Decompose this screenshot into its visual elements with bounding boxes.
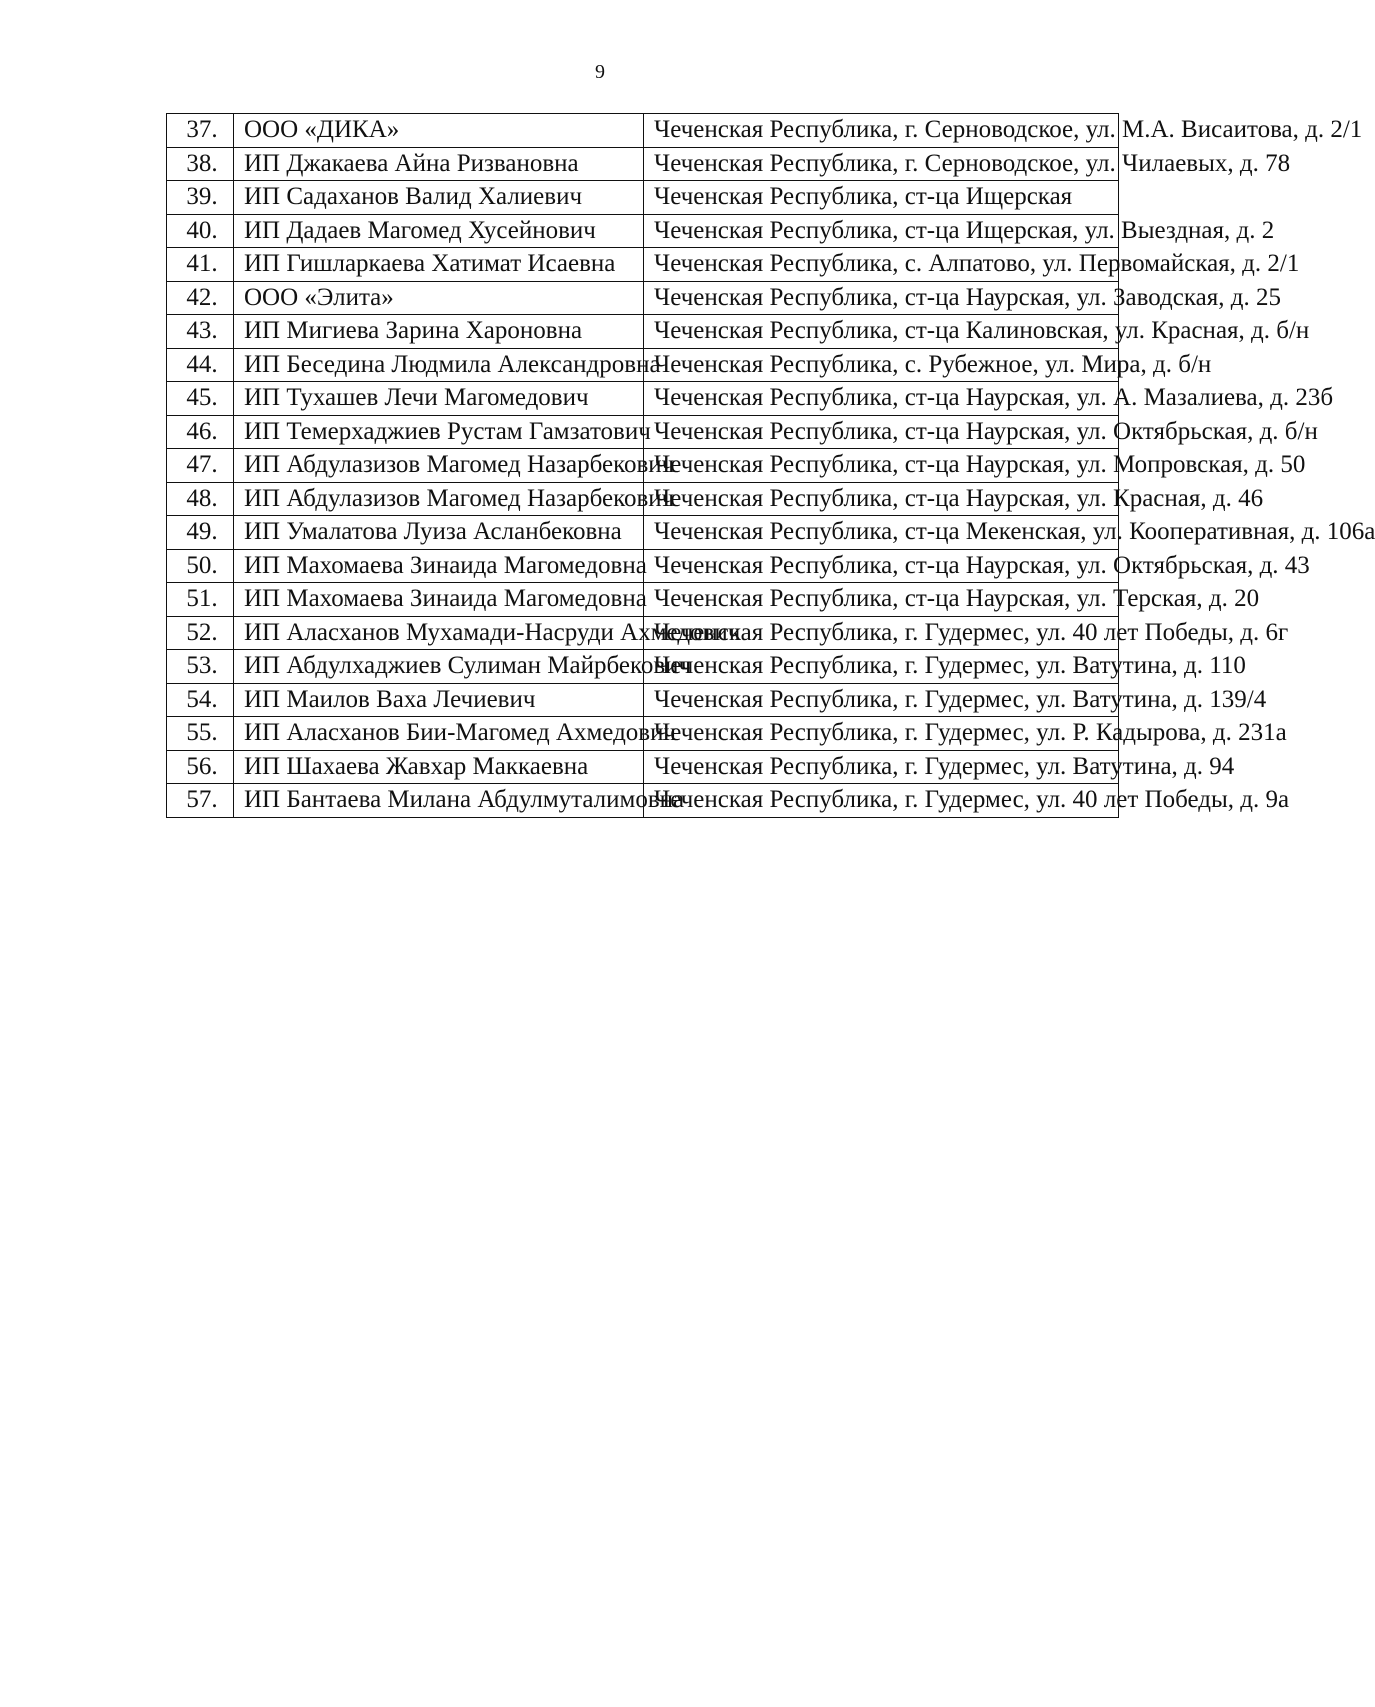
row-number: 43.	[167, 315, 234, 349]
entity-address: Чеченская Республика, г. Серноводское, ул. М.А. Висаитова, д. 2/1	[644, 114, 1119, 148]
entity-name: ИП Маилов Ваха Лечиевич	[234, 683, 644, 717]
table-row	[167, 348, 1119, 382]
table-row	[167, 114, 1119, 148]
row-number: 37.	[167, 114, 234, 148]
entity-name: ИП Аласханов Мухамади-Насруди Ахмедович	[234, 616, 644, 650]
entity-address: Чеченская Республика, ст-ца Наурская, ул. Мопровская, д. 50	[644, 449, 1119, 483]
table-row	[167, 281, 1119, 315]
table-row	[167, 516, 1119, 550]
table-row	[167, 650, 1119, 684]
row-number: 41.	[167, 248, 234, 282]
table-row	[167, 248, 1119, 282]
entity-address: Чеченская Республика, г. Гудермес, ул. Р. Кадырова, д. 231а	[644, 717, 1119, 751]
row-number: 50.	[167, 549, 234, 583]
row-number: 46.	[167, 415, 234, 449]
page-number: 9	[595, 61, 605, 83]
entity-name: ИП Махомаева Зинаида Магомедовна	[234, 583, 644, 617]
registry-table-body	[167, 114, 1375, 818]
table-row	[167, 147, 1119, 181]
entity-name: ИП Тухашев Лечи Магомедович	[234, 382, 644, 416]
entity-address: Чеченская Республика, ст-ца Наурская, ул. Терская, д. 20	[644, 583, 1119, 617]
entity-address: Чеченская Республика, ст-ца Ищерская	[644, 181, 1119, 215]
table-row	[167, 415, 1119, 449]
entity-name: ООО «ДИКА»	[234, 114, 644, 148]
row-number: 49.	[167, 516, 234, 550]
row-number: 45.	[167, 382, 234, 416]
row-number: 51.	[167, 583, 234, 617]
table-row	[167, 750, 1119, 784]
table-row	[167, 482, 1119, 516]
entity-address: Чеченская Республика, ст-ца Мекенская, ул. Кооперативная, д. 106а	[644, 516, 1119, 550]
table-row	[167, 583, 1119, 617]
entity-name: ИП Махомаева Зинаида Магомедовна	[234, 549, 644, 583]
entity-name: ИП Дадаев Магомед Хусейнович	[234, 214, 644, 248]
entity-name: ИП Бантаева Милана Абдулмуталимовна	[234, 784, 644, 818]
table-row	[167, 382, 1119, 416]
entity-address: Чеченская Республика, г. Гудермес, ул. Ватутина, д. 139/4	[644, 683, 1119, 717]
row-number: 52.	[167, 616, 234, 650]
row-number: 44.	[167, 348, 234, 382]
entity-address: Чеченская Республика, ст-ца Наурская, ул. Красная, д. 46	[644, 482, 1119, 516]
table-row	[167, 315, 1119, 349]
row-number: 39.	[167, 181, 234, 215]
row-number: 54.	[167, 683, 234, 717]
entity-name: ИП Гишларкаева Хатимат Исаевна	[234, 248, 644, 282]
entity-address: Чеченская Республика, г. Серноводское, ул. Чилаевых, д. 78	[644, 147, 1119, 181]
entity-address: Чеченская Республика, г. Гудермес, ул. Ватутина, д. 110	[644, 650, 1119, 684]
row-number: 38.	[167, 147, 234, 181]
row-number: 53.	[167, 650, 234, 684]
table-row	[167, 717, 1119, 751]
row-number: 40.	[167, 214, 234, 248]
entity-address: Чеченская Республика, ст-ца Наурская, ул. Октябрьская, д. 43	[644, 549, 1119, 583]
registry-table	[166, 113, 1375, 818]
entity-address: Чеченская Республика, г. Гудермес, ул. 40 лет Победы, д. 6г	[644, 616, 1119, 650]
table-row	[167, 549, 1119, 583]
entity-address: Чеченская Республика, ст-ца Ищерская, ул. Выездная, д. 2	[644, 214, 1119, 248]
row-number: 42.	[167, 281, 234, 315]
entity-address: Чеченская Республика, ст-ца Наурская, ул. Октябрьская, д. б/н	[644, 415, 1119, 449]
entity-address: Чеченская Республика, г. Гудермес, ул. 40 лет Победы, д. 9а	[644, 784, 1119, 818]
entity-name: ИП Джакаева Айна Ризвановна	[234, 147, 644, 181]
entity-name: ИП Садаханов Валид Халиевич	[234, 181, 644, 215]
entity-name: ИП Темерхаджиев Рустам Гамзатович	[234, 415, 644, 449]
table-row	[167, 449, 1119, 483]
table-row	[167, 181, 1119, 215]
entity-name: ИП Аласханов Бии-Магомед Ахмедович	[234, 717, 644, 751]
row-number: 57.	[167, 784, 234, 818]
entity-name: ИП Умалатова Луиза Асланбековна	[234, 516, 644, 550]
entity-address: Чеченская Республика, г. Гудермес, ул. Ватутина, д. 94	[644, 750, 1119, 784]
entity-address: Чеченская Республика, ст-ца Наурская, ул. Заводская, д. 25	[644, 281, 1119, 315]
entity-name: ИП Мигиева Зарина Хароновна	[234, 315, 644, 349]
row-number: 47.	[167, 449, 234, 483]
entity-name: ИП Абдулазизов Магомед Назарбекович	[234, 482, 644, 516]
entity-name: ООО «Элита»	[234, 281, 644, 315]
row-number: 48.	[167, 482, 234, 516]
table-row	[167, 214, 1119, 248]
table-row	[167, 683, 1119, 717]
table-row	[167, 784, 1119, 818]
entity-address: Чеченская Республика, с. Рубежное, ул. Мира, д. б/н	[644, 348, 1119, 382]
entity-address: Чеченская Республика, ст-ца Калиновская, ул. Красная, д. б/н	[644, 315, 1119, 349]
entity-name: ИП Абдулазизов Магомед Назарбекович	[234, 449, 644, 483]
entity-name: ИП Беседина Людмила Александровна	[234, 348, 644, 382]
entity-name: ИП Абдулхаджиев Сулиман Майрбекович	[234, 650, 644, 684]
row-number: 56.	[167, 750, 234, 784]
entity-address: Чеченская Республика, с. Алпатово, ул. Первомайская, д. 2/1	[644, 248, 1119, 282]
entity-address: Чеченская Республика, ст-ца Наурская, ул. А. Мазалиева, д. 23б	[644, 382, 1119, 416]
table-row	[167, 616, 1119, 650]
row-number: 55.	[167, 717, 234, 751]
entity-name: ИП Шахаева Жавхар Маккаевна	[234, 750, 644, 784]
